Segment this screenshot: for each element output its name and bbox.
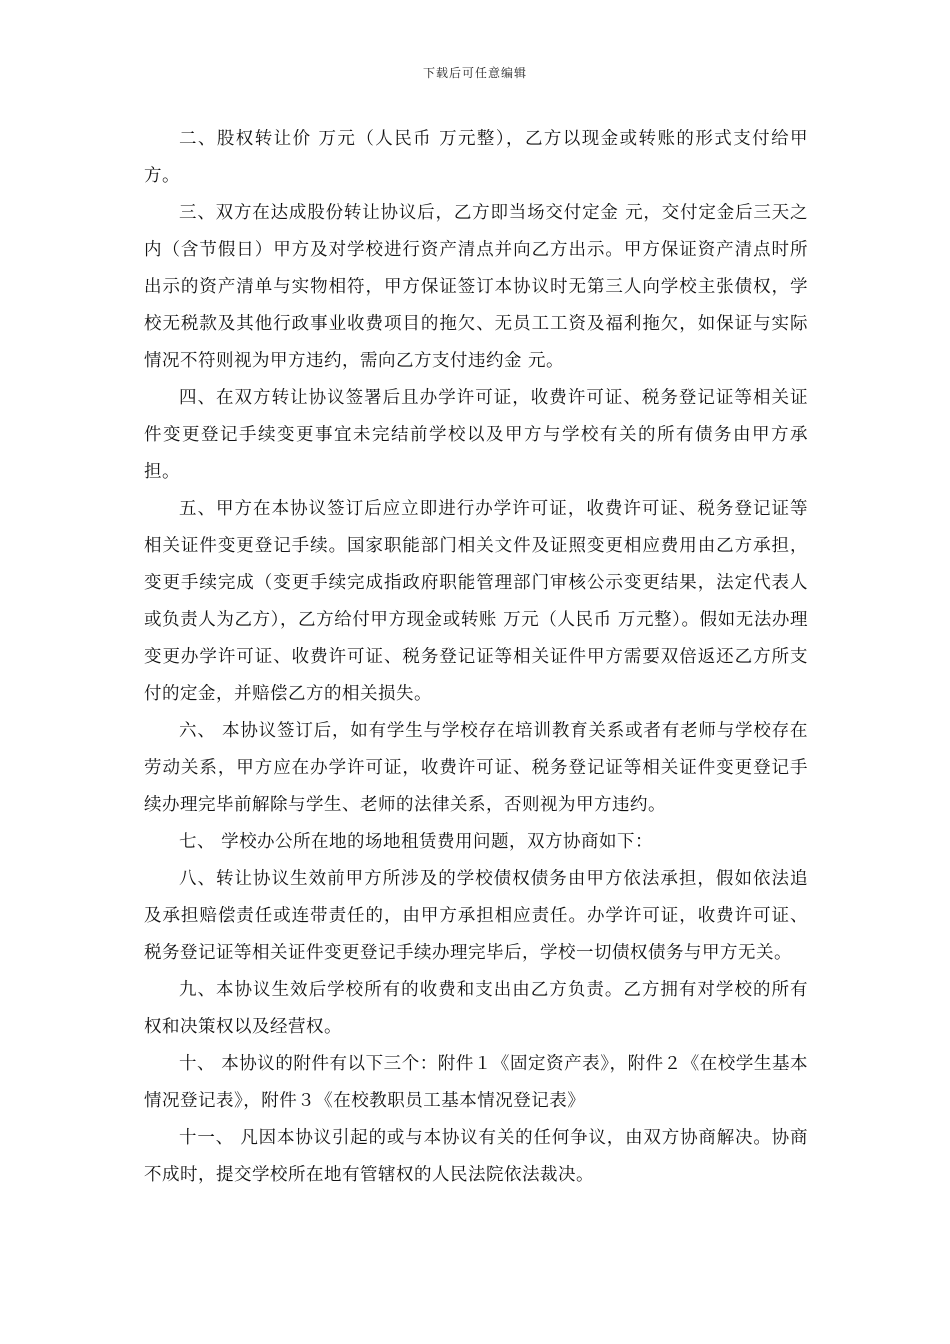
clause-10-attachments: 十、 本协议的附件有以下三个：附件１《固定资产表》，附件２《在校学生基本情况登记表》，附件３《在校教职员工基本情况登记表》 (144, 1054, 808, 1111)
clause-5-registration: 五、甲方在本协议签订后应立即进行办学许可证，收费许可证、税务登记证等相关证件变更登记手续。国家职能部门相关文件及证照变更相应费用由乙方承担，变更手续完成（变更手续完成指政府职能管理部门审核公示变更结果，法定代表人或负责人为乙方），乙方给付甲方现金或转账 万元（人民币 万元整）。假如无法办理变更办学许可证、收费许可证、税务登记证等相关证件甲方需要双倍返还乙方所支付的定金，并赔偿乙方的相关损失。 (144, 499, 808, 704)
page-header: 下载后可任意编辑 (422, 66, 527, 80)
clause-4-debts: 四、在双方转让协议签署后且办学许可证，收费许可证、税务登记证等相关证件变更登记手续变更事宜未完结前学校以及甲方与学校有关的所有债务由甲方承担。 (144, 388, 808, 482)
clause-7-rent: 七、 学校办公所在地的场地租赁费用问题，双方协商如下： (179, 832, 654, 852)
clause-9-ownership: 九、本协议生效后学校所有的收费和支出由乙方负责。乙方拥有对学校的所有权和决策权以及经营权。 (144, 980, 808, 1037)
clause-3-deposit: 三、双方在达成股份转让协议后，乙方即当场交付定金 元，交付定金后三天之内（含节假日）甲方及对学校进行资产清点并向乙方出示。甲方保证资产清点时所出示的资产清单与实物相符，甲方保证签订本协议时无第三人向学校主张债权，学校无税款及其他行政事业收费项目的拖欠、无员工工资及福利拖欠，如保证与实际情况不符则视为甲方违约，需向乙方支付违约金 元。 (144, 203, 808, 371)
clause-8-liabilities: 八、转让协议生效前甲方所涉及的学校债权债务由甲方依法承担，假如依法追及承担赔偿责任或连带责任的，由甲方承担相应责任。办学许可证，收费许可证、税务登记证等相关证件变更登记手续办理完毕后，学校一切债权债务与甲方无关。 (144, 869, 808, 963)
clause-2-price: 二、股权转让价 万元（人民币 万元整），乙方以现金或转账的形式支付给甲方。 (144, 129, 808, 186)
clause-11-disputes: 十一、 凡因本协议引起的或与本协议有关的任何争议，由双方协商解决。协商不成时，提交学校所在地有管辖权的人民法院依法裁决。 (144, 1128, 808, 1185)
document-body (144, 121, 808, 1194)
clause-6-relations: 六、 本协议签订后，如有学生与学校存在培训教育关系或者有老师与学校存在劳动关系，甲方应在办学许可证，收费许可证、税务登记证等相关证件变更登记手续办理完毕前解除与学生、老师的法律关系，否则视为甲方违约。 (144, 721, 808, 815)
